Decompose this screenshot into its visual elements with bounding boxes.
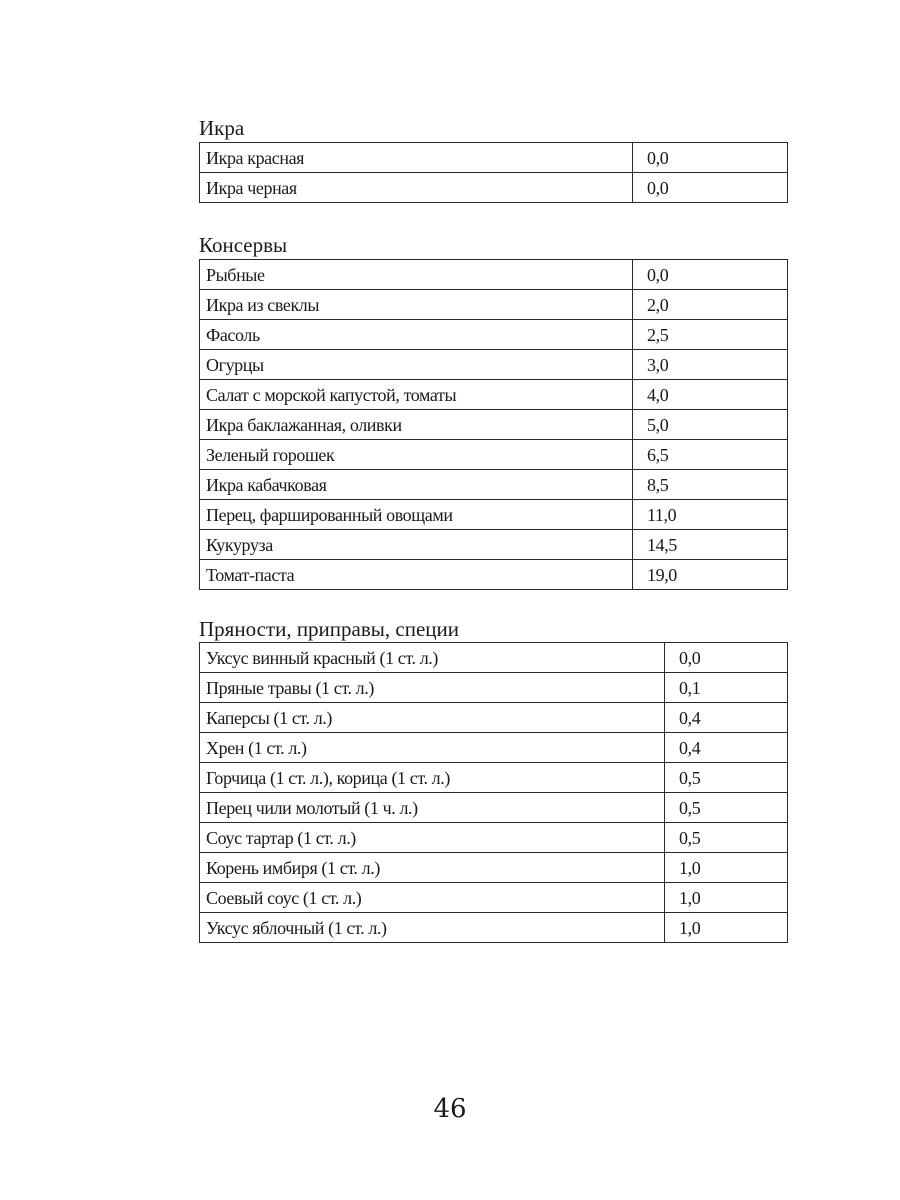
table-row	[200, 853, 788, 883]
item-value: 0,0	[633, 173, 788, 203]
item-value: 3,0	[633, 350, 788, 380]
table-row	[200, 763, 788, 793]
page-number: 46	[433, 1094, 467, 1124]
canned-table	[199, 259, 788, 590]
item-value: 14,5	[633, 530, 788, 560]
item-value: 0,5	[665, 793, 788, 823]
item-value: 5,0	[633, 410, 788, 440]
section-title-caviar: Икра	[199, 116, 245, 140]
table-row	[200, 703, 788, 733]
table-row	[200, 470, 788, 500]
item-name: Пряные травы (1 ст. л.)	[200, 673, 665, 703]
item-value: 1,0	[665, 913, 788, 943]
table-row	[200, 733, 788, 763]
item-value: 0,0	[633, 143, 788, 173]
item-name: Салат с морской капустой, томаты	[200, 380, 633, 410]
table-row	[200, 173, 788, 203]
table-row	[200, 350, 788, 380]
table-row	[200, 500, 788, 530]
item-value: 2,5	[633, 320, 788, 350]
section-title-spices: Пряности, приправы, специи	[199, 617, 459, 641]
item-value: 0,5	[665, 763, 788, 793]
item-name: Икра баклажанная, оливки	[200, 410, 633, 440]
section-title-canned: Консервы	[199, 233, 288, 257]
item-name: Соевый соус (1 ст. л.)	[200, 883, 665, 913]
item-value: 0,5	[665, 823, 788, 853]
item-name: Уксус винный красный (1 ст. л.)	[200, 643, 665, 673]
table-row	[200, 560, 788, 590]
item-value: 1,0	[665, 883, 788, 913]
item-name: Уксус яблочный (1 ст. л.)	[200, 913, 665, 943]
item-value: 0,0	[665, 643, 788, 673]
table-row	[200, 913, 788, 943]
item-name: Рыбные	[200, 260, 633, 290]
table-row	[200, 380, 788, 410]
item-name: Томат-паста	[200, 560, 633, 590]
item-value: 0,0	[633, 260, 788, 290]
table-row	[200, 143, 788, 173]
table-row	[200, 410, 788, 440]
item-name: Горчица (1 ст. л.), корица (1 ст. л.)	[200, 763, 665, 793]
item-value: 4,0	[633, 380, 788, 410]
item-value: 0,4	[665, 733, 788, 763]
table-row	[200, 260, 788, 290]
item-name: Икра черная	[200, 173, 633, 203]
item-name: Кукуруза	[200, 530, 633, 560]
table-row	[200, 643, 788, 673]
item-name: Икра красная	[200, 143, 633, 173]
item-value: 1,0	[665, 853, 788, 883]
spices-table	[199, 642, 788, 943]
item-name: Корень имбиря (1 ст. л.)	[200, 853, 665, 883]
item-value: 2,0	[633, 290, 788, 320]
item-value: 0,1	[665, 673, 788, 703]
item-value: 6,5	[633, 440, 788, 470]
item-name: Каперсы (1 ст. л.)	[200, 703, 665, 733]
table-row	[200, 290, 788, 320]
item-name: Зеленый горошек	[200, 440, 633, 470]
item-name: Хрен (1 ст. л.)	[200, 733, 665, 763]
table-row	[200, 320, 788, 350]
item-name: Фасоль	[200, 320, 633, 350]
table-row	[200, 883, 788, 913]
item-name: Соус тартар (1 ст. л.)	[200, 823, 665, 853]
table-row	[200, 530, 788, 560]
table-row	[200, 673, 788, 703]
item-value: 8,5	[633, 470, 788, 500]
item-name: Огурцы	[200, 350, 633, 380]
item-name: Перец чили молотый (1 ч. л.)	[200, 793, 665, 823]
table-row	[200, 440, 788, 470]
table-row	[200, 793, 788, 823]
item-value: 0,4	[665, 703, 788, 733]
table-row	[200, 823, 788, 853]
item-value: 19,0	[633, 560, 788, 590]
item-name: Икра из свеклы	[200, 290, 633, 320]
item-name: Перец, фаршированный овощами	[200, 500, 633, 530]
item-name: Икра кабачковая	[200, 470, 633, 500]
caviar-table	[199, 142, 788, 203]
item-value: 11,0	[633, 500, 788, 530]
